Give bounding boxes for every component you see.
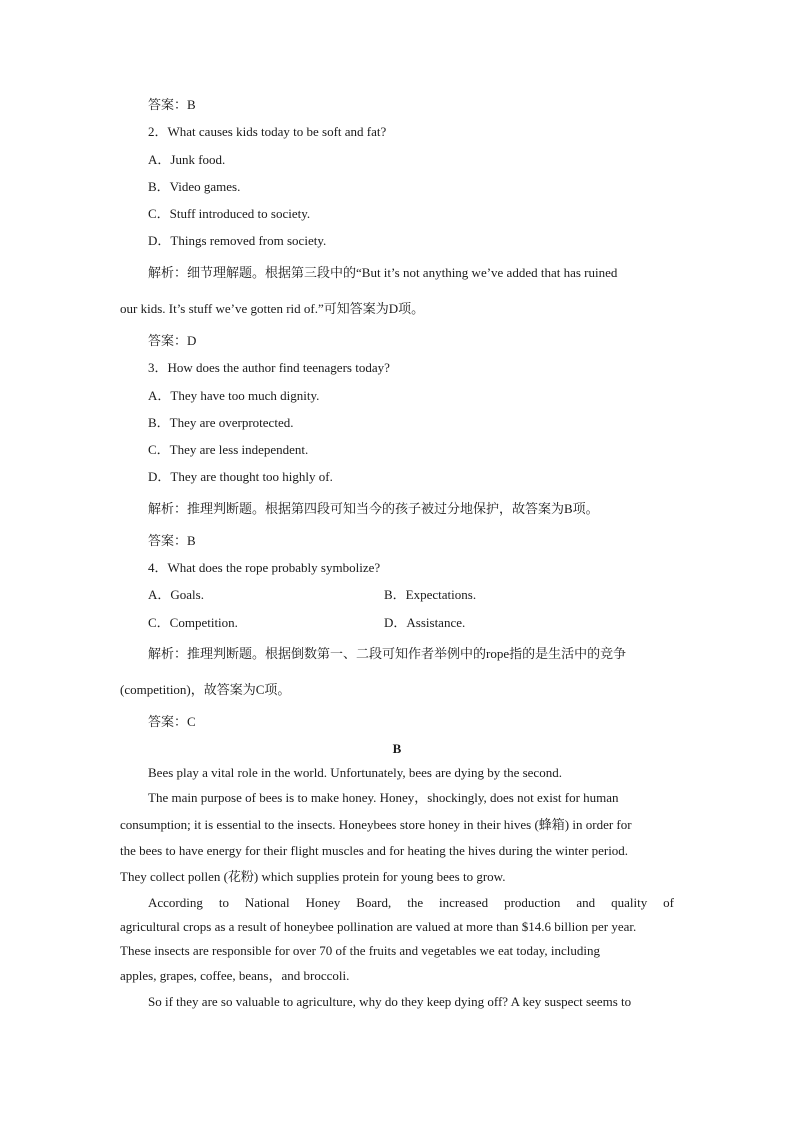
q3-answer: 答案：B bbox=[148, 533, 196, 548]
passage-b-line-8: These insects are responsible for over 70 of the fruits and vegetables we eat today, including bbox=[120, 943, 600, 958]
q4-option-a: A．Goals. bbox=[148, 587, 204, 602]
q2-analysis-line-1: 解析：细节理解题。根据第三段中的“But it’s not anything we’ve added that has ruined bbox=[148, 265, 618, 280]
passage-b-heading: B bbox=[392, 741, 402, 756]
q3-option-a: A．They have too much dignity. bbox=[148, 388, 320, 403]
q3-option-b: B．They are overprotected. bbox=[148, 415, 294, 430]
q2-analysis-line-2: our kids. It’s stuff we’ve gotten rid of.”可知答案为D项。 bbox=[120, 301, 425, 316]
passage-b-line-5: They collect pollen (花粉) which supplies protein for young bees to grow. bbox=[120, 869, 506, 884]
q2-question: 2．What causes kids today to be soft and fat? bbox=[148, 124, 387, 139]
q4-answer: 答案：C bbox=[148, 714, 196, 729]
passage-b-line-1: Bees play a vital role in the world. Unfortunately, bees are dying by the second. bbox=[148, 765, 562, 780]
q3-question: 3．How does the author find teenagers today? bbox=[148, 360, 390, 375]
q3-option-d: D．They are thought too highly of. bbox=[148, 469, 333, 484]
q1-answer: 答案：B bbox=[148, 97, 196, 112]
q4-option-d: D．Assistance. bbox=[384, 615, 466, 630]
q2-option-d: D．Things removed from society. bbox=[148, 233, 327, 248]
q3-option-c: C．They are less independent. bbox=[148, 442, 309, 457]
q4-question: 4．What does the rope probably symbolize? bbox=[148, 560, 381, 575]
passage-b-line-7: agricultural crops as a result of honeybee pollination are valued at more than $14.6 billion per year. bbox=[120, 919, 637, 934]
q2-option-a: A．Junk food. bbox=[148, 152, 226, 167]
passage-b-line-9: apples, grapes, coffee, beans，and broccoli. bbox=[120, 968, 350, 983]
q4-option-b: B．Expectations. bbox=[384, 587, 477, 602]
passage-b-line-6 bbox=[148, 895, 674, 911]
passage-b-line-6-text: According to National Honey Board, the increased production and quality of bbox=[148, 895, 674, 910]
passage-b-line-4: the bees to have energy for their flight muscles and for heating the hives during the winter period. bbox=[120, 843, 629, 858]
q2-option-b: B．Video games. bbox=[148, 179, 241, 194]
passage-b-line-3: consumption; it is essential to the insects. Honeybees store honey in their hives (蜂箱) in order for bbox=[120, 817, 632, 832]
passage-b-line-2: The main purpose of bees is to make honey. Honey，shockingly, does not exist for human bbox=[148, 790, 619, 805]
q4-option-c: C．Competition. bbox=[148, 615, 238, 630]
q4-analysis-line-1: 解析：推理判断题。根据倒数第一、二段可知作者举例中的rope指的是生活中的竞争 bbox=[148, 646, 627, 661]
q3-analysis: 解析：推理判断题。根据第四段可知当今的孩子被过分地保护，故答案为B项。 bbox=[148, 501, 599, 516]
q2-answer: 答案：D bbox=[148, 333, 197, 348]
q4-analysis-line-2: (competition)，故答案为C项。 bbox=[120, 682, 291, 697]
passage-b-line-10: So if they are so valuable to agriculture, why do they keep dying off? A key suspect seems to bbox=[148, 994, 632, 1009]
q2-option-c: C．Stuff introduced to society. bbox=[148, 206, 311, 221]
